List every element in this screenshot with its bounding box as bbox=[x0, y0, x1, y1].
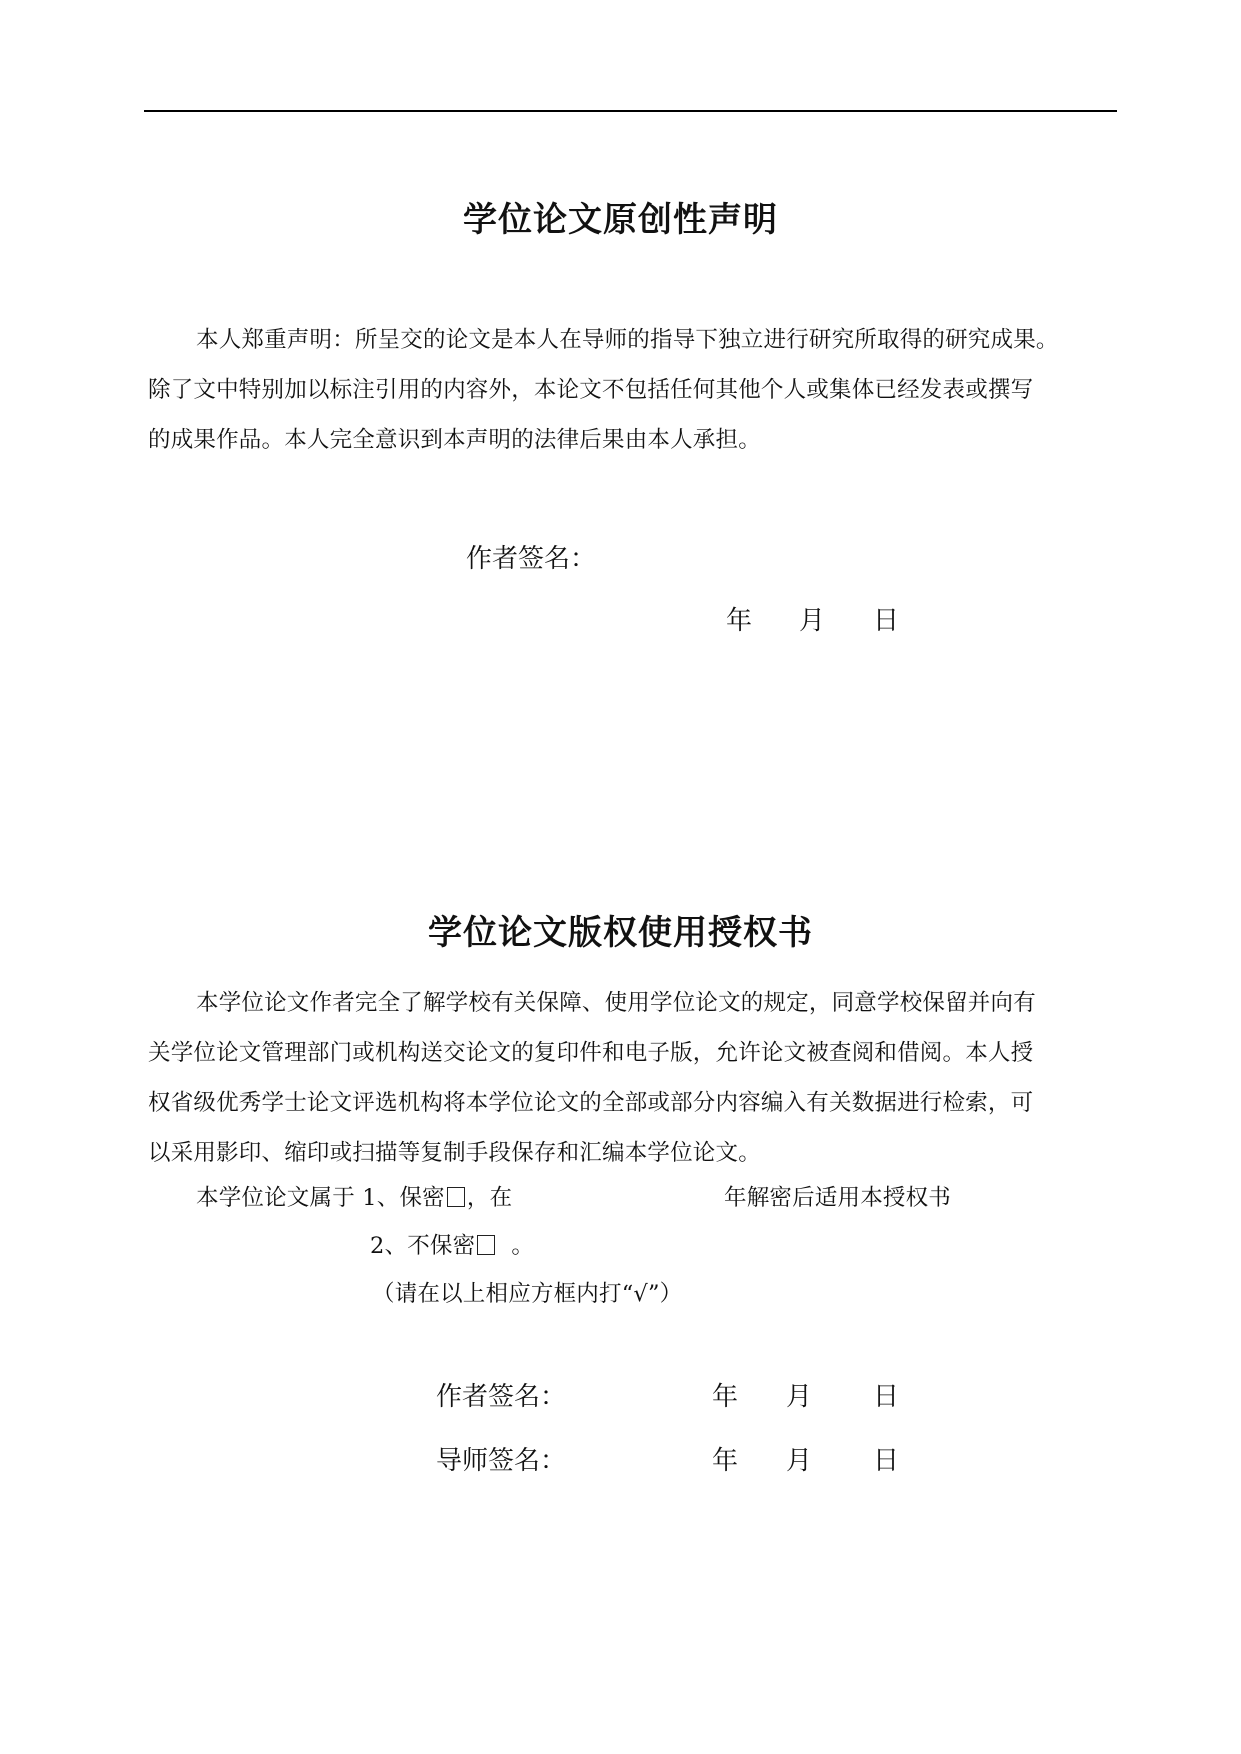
checkbox-instruction: （请在以上相应方框内打“√”） bbox=[372, 1281, 683, 1307]
authorization-line-1: 本学位论文作者完全了解学校有关保障、使用学位论文的规定，同意学校保留并向有 bbox=[196, 990, 1036, 1016]
non-confidential-option-row bbox=[370, 1228, 534, 1260]
confidential-option-in: ，在 bbox=[466, 1185, 513, 1211]
declaration-date-month: 月 bbox=[799, 606, 826, 636]
supervisor-date-year: 年 bbox=[712, 1446, 739, 1476]
supervisor-date-month: 月 bbox=[786, 1446, 813, 1476]
header-rule bbox=[144, 110, 1117, 112]
confidential-option-label: 本学位论文属于 1、保密 bbox=[196, 1185, 445, 1211]
supervisor-date-day: 日 bbox=[873, 1446, 900, 1476]
authorization-line-2: 关学位论文管理部门或机构送交论文的复印件和电子版，允许论文被查阅和借阅。本人授 bbox=[148, 1040, 1034, 1066]
declassify-years-text: 年解密后适用本授权书 bbox=[724, 1185, 952, 1211]
authorization-line-3: 权省级优秀学士论文评选机构将本学位论文的全部或部分内容编入有关数据进行检索，可 bbox=[148, 1090, 1034, 1116]
declaration-line-2: 除了文中特别加以标注引用的内容外，本论文不包括任何其他个人或集体已经发表或撰写 bbox=[148, 377, 1034, 403]
declaration-author-signature-label: 作者签名： bbox=[466, 544, 597, 574]
authorization-author-date-year: 年 bbox=[712, 1382, 739, 1412]
authorization-author-date-day: 日 bbox=[873, 1382, 900, 1412]
authorization-author-date-month: 月 bbox=[786, 1382, 813, 1412]
authorization-author-signature-label: 作者签名： bbox=[436, 1382, 567, 1412]
authorization-title: 学位论文版权使用授权书 bbox=[428, 913, 813, 953]
confidential-option-row bbox=[196, 1180, 512, 1212]
declaration-date-year: 年 bbox=[726, 606, 753, 636]
non-confidential-checkbox[interactable] bbox=[477, 1235, 495, 1255]
non-confidential-option-period: 。 bbox=[511, 1233, 535, 1259]
declaration-date-day: 日 bbox=[873, 606, 900, 636]
supervisor-signature-label: 导师签名： bbox=[436, 1446, 567, 1476]
declaration-title: 学位论文原创性声明 bbox=[463, 200, 778, 240]
declaration-line-3: 的成果作品。本人完全意识到本声明的法律后果由本人承担。 bbox=[148, 427, 761, 453]
non-confidential-option-label: 2、不保密 bbox=[370, 1233, 476, 1259]
authorization-line-4: 以采用影印、缩印或扫描等复制手段保存和汇编本学位论文。 bbox=[148, 1140, 761, 1166]
declaration-line-1: 本人郑重声明：所呈交的论文是本人在导师的指导下独立进行研究所取得的研究成果。 bbox=[196, 327, 1059, 353]
confidential-checkbox[interactable] bbox=[447, 1187, 465, 1207]
